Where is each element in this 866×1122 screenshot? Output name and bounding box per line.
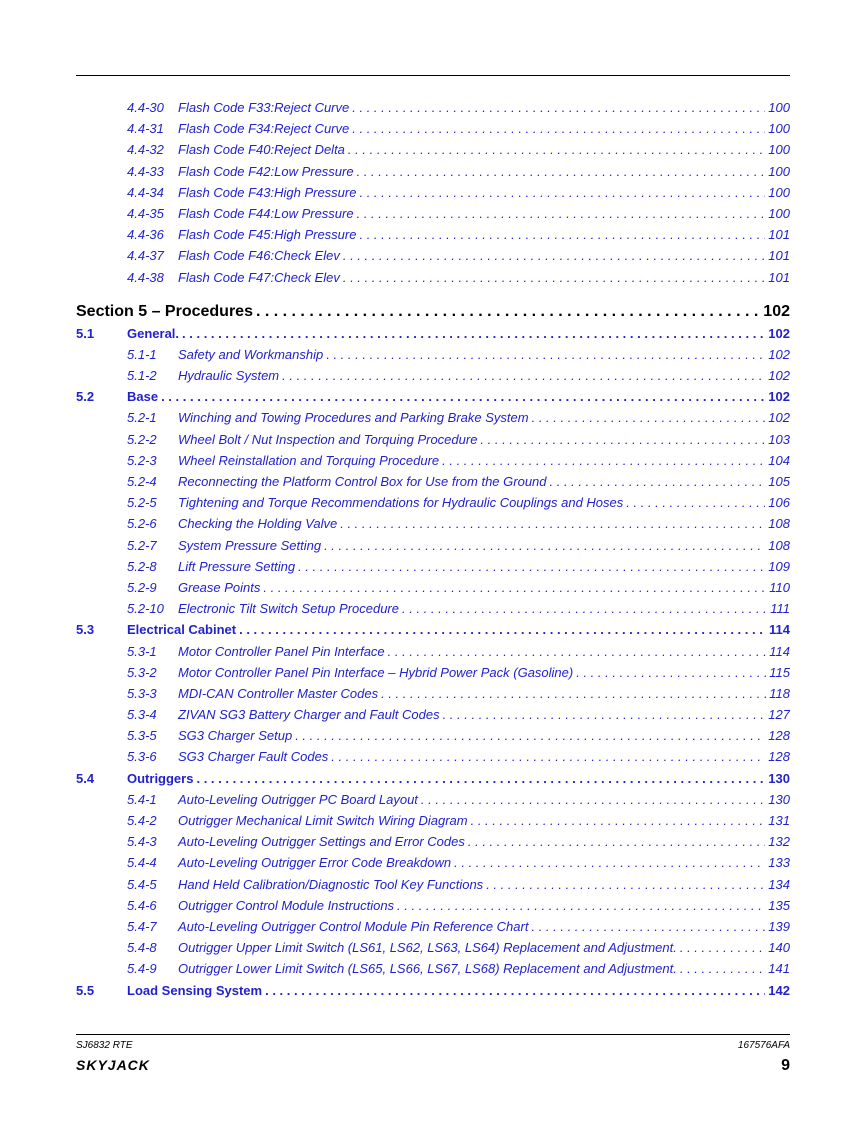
toc-entry-page: 102 — [763, 302, 790, 320]
dot-leader — [324, 535, 765, 556]
toc-entry-page: 102 — [768, 346, 790, 362]
toc-entry-page: 101 — [768, 269, 790, 285]
toc-entry-4.4-33[interactable] — [76, 161, 790, 182]
dot-leader — [359, 224, 765, 245]
toc-entry-number: 5.4-2 — [127, 813, 157, 828]
toc-entry-5.4-7[interactable] — [76, 916, 790, 937]
toc-entry-number: 5.4-3 — [127, 834, 157, 850]
toc-entry-5.1[interactable] — [76, 323, 790, 344]
toc-entry-page: 131 — [768, 813, 790, 828]
toc-entry-5.3-5[interactable] — [76, 725, 790, 746]
dot-leader — [486, 874, 765, 895]
toc-entry-number: 4.4-30 — [127, 100, 164, 115]
toc-entry-page: 102 — [768, 325, 790, 341]
toc-entry-title: Tightening and Torque Recommendations for Hydraulic Couplings and Hoses — [178, 495, 624, 511]
dot-leader — [471, 810, 766, 831]
toc-entry-5.2-7[interactable] — [76, 535, 790, 556]
dot-leader — [626, 492, 765, 513]
toc-entry-page: 109 — [768, 558, 790, 574]
toc-entry-page: 115 — [769, 664, 790, 680]
dot-leader — [359, 182, 765, 203]
toc-entry-title: MDI-CAN Controller Master Codes — [178, 685, 379, 701]
toc-entry-page: 130 — [768, 791, 790, 807]
toc-entry-title: Electrical Cabinet — [127, 622, 237, 638]
dot-leader — [340, 513, 765, 534]
toc-entry-title: Lift Pressure Setting — [178, 558, 296, 574]
toc-entry-page: 132 — [768, 834, 790, 850]
toc-entry-title: Wheel Bolt / Nut Inspection and Torquing Procedure — [178, 431, 478, 447]
toc-entry-5.4[interactable] — [76, 768, 790, 789]
toc-entry-number: 5.2-7 — [127, 537, 157, 553]
toc-entry-title: Auto-Leveling Outrigger Error Code Breakdown — [178, 855, 452, 871]
toc-entry-page: 101 — [768, 227, 790, 243]
toc-entry-title: Hand Held Calibration/Diagnostic Tool Key Functions — [178, 876, 484, 892]
toc-entry-page: 130 — [768, 770, 790, 786]
toc-entry-number: 5.4-1 — [127, 791, 157, 807]
toc-entry-title: Section 5 – Procedures — [76, 302, 253, 320]
toc-entry-number: 5.2-4 — [127, 474, 157, 489]
toc-entry-number: 4.4-32 — [127, 142, 164, 158]
toc-entry-4.4-35[interactable] — [76, 203, 790, 224]
dot-leader — [326, 344, 765, 365]
toc-entry-title: Checking the Holding Valve — [178, 516, 338, 532]
toc-entry-5.2-3[interactable] — [76, 450, 790, 471]
toc-entry-5.2-4[interactable] — [76, 471, 790, 492]
toc-entry-page: 102 — [768, 389, 790, 405]
toc-entry-page: 103 — [768, 431, 790, 447]
toc-entry-title: Base — [127, 389, 159, 405]
footer-doc-number: 167576AFA — [737, 1040, 790, 1051]
toc-entry-5.3[interactable] — [76, 619, 790, 640]
toc-entry-4.4-36[interactable] — [76, 224, 790, 245]
toc-entry-page: 127 — [768, 707, 790, 723]
toc-entry-title: Motor Controller Panel Pin Interface – Hybrid Power Pack (Gasoline) — [178, 664, 574, 680]
dot-leader — [343, 245, 765, 266]
dot-leader — [531, 916, 765, 937]
toc-entry-number: 4.4-31 — [127, 121, 164, 137]
toc-entry-number: 5.4-6 — [127, 897, 157, 913]
toc-entry-page: 100 — [768, 184, 790, 200]
toc-entry-title: Load Sensing System — [127, 982, 263, 998]
toc-entry-page: 134 — [768, 876, 790, 892]
toc-entry-number: 5.3-4 — [127, 707, 157, 723]
toc-entry-5.4-2[interactable] — [76, 810, 790, 831]
toc-entry-number: 5.3-5 — [127, 728, 157, 744]
toc-entry-5.4-1[interactable] — [76, 789, 790, 810]
toc-entry-number: 4.4-35 — [127, 205, 164, 221]
toc-entry-5.2-2[interactable] — [76, 429, 790, 450]
dot-leader — [680, 958, 765, 979]
toc-entry-number: 4.4-37 — [127, 248, 164, 264]
toc-entry-title: Outrigger Mechanical Limit Switch Wiring Diagram — [178, 813, 468, 828]
toc-entry-5.3-6[interactable] — [76, 746, 790, 767]
toc-entry-title: Outriggers — [127, 770, 194, 786]
dot-leader — [381, 683, 766, 704]
toc-entry-title: Outrigger Lower Limit Switch (LS65, LS66, LS67, LS68) Replacement and Adjustment. — [178, 961, 677, 977]
toc-entry-5.2[interactable] — [76, 386, 790, 407]
toc-entry-4.4-31[interactable] — [76, 118, 790, 139]
toc-entry-page: 100 — [768, 205, 790, 221]
toc-entry-5.1-2[interactable] — [76, 365, 790, 386]
dot-leader — [402, 598, 767, 619]
toc-entry-5.1-1[interactable] — [76, 344, 790, 365]
toc-entry-page: 102 — [768, 410, 790, 426]
toc-entry-title: Flash Code F43:High Pressure — [178, 184, 357, 200]
toc-entry-section-5[interactable] — [76, 301, 790, 323]
dot-leader — [454, 852, 765, 873]
toc-entry-number: 5.2-5 — [127, 495, 157, 511]
toc-entry-title: System Pressure Setting — [178, 537, 322, 553]
dot-leader — [480, 429, 765, 450]
toc-entry-5.4-6[interactable] — [76, 895, 790, 916]
toc-entry-page: 141 — [768, 961, 790, 977]
toc-entry-page: 102 — [768, 368, 790, 384]
toc-entry-title: Motor Controller Panel Pin Interface — [178, 643, 385, 659]
toc-entry-number: 5.4-4 — [127, 855, 157, 871]
toc-entry-5.4-3[interactable] — [76, 831, 790, 852]
toc-entry-title: Hydraulic System — [178, 368, 280, 384]
toc-entry-number: 4.4-38 — [127, 269, 164, 285]
dot-leader — [196, 768, 765, 789]
toc-entry-number: 5.4-5 — [127, 876, 157, 892]
toc-entry-4.4-37[interactable] — [76, 245, 790, 266]
toc-entry-title: Flash Code F34:Reject Curve — [178, 121, 350, 137]
toc-entry-page: 114 — [769, 643, 790, 659]
toc-entry-title: Outrigger Upper Limit Switch (LS61, LS62, LS63, LS64) Replacement and Adjustment. — [178, 940, 677, 956]
dot-leader — [352, 118, 765, 139]
toc-entry-page: 110 — [769, 579, 790, 595]
toc-entry-number: 5.1-2 — [127, 368, 157, 384]
toc-entry-page: 100 — [768, 142, 790, 158]
toc-entry-number: 5.4 — [76, 770, 95, 786]
toc-entry-title: Auto-Leveling Outrigger Settings and Error Codes — [178, 834, 465, 850]
dot-leader — [348, 139, 765, 160]
toc-entry-5.2-6[interactable] — [76, 513, 790, 534]
toc-entry-number: 5.2-6 — [127, 516, 157, 532]
toc-entry-title: Flash Code F33:Reject Curve — [178, 100, 350, 115]
toc-entry-title: Auto-Leveling Outrigger PC Board Layout — [178, 791, 418, 807]
toc-entry-5.2-8[interactable] — [76, 556, 790, 577]
dot-leader — [256, 301, 760, 323]
dot-leader — [357, 161, 766, 182]
toc-entry-5.3-3[interactable] — [76, 683, 790, 704]
toc-entry-page: 142 — [768, 982, 790, 998]
toc-entry-number: 5.2-1 — [127, 410, 157, 426]
toc-entry-page: 100 — [768, 121, 790, 137]
toc-entry-5.2-10[interactable] — [76, 598, 790, 619]
dot-leader — [343, 267, 765, 288]
dot-leader — [282, 365, 765, 386]
dot-leader — [295, 725, 765, 746]
toc-entry-page: 139 — [768, 918, 790, 934]
toc-entry-number: 5.2 — [76, 389, 95, 405]
dot-leader — [550, 471, 766, 492]
toc-entry-title: Flash Code F44:Low Pressure — [178, 205, 354, 221]
dot-leader — [263, 577, 766, 598]
dot-leader — [182, 323, 765, 344]
toc-entry-page: 101 — [768, 248, 790, 264]
toc-entry-title: Wheel Reinstallation and Torquing Procedure — [178, 452, 440, 468]
toc-entry-page: 108 — [768, 516, 790, 532]
toc-entry-number: 5.3-3 — [127, 685, 157, 701]
toc-entry-number: 5.3-1 — [127, 643, 157, 659]
toc-entry-title: Electronic Tilt Switch Setup Procedure — [178, 601, 399, 617]
dot-leader — [161, 386, 765, 407]
toc-entry-5.4-9[interactable] — [76, 958, 790, 979]
toc-entry-title: SG3 Charger Fault Codes — [178, 749, 329, 765]
toc-entry-title: Grease Points — [178, 579, 261, 595]
toc-entry-5.4-5[interactable] — [76, 874, 790, 895]
toc-entry-page: 133 — [768, 855, 790, 871]
toc-entry-page: 106 — [768, 495, 790, 511]
toc-entry-title: Flash Code F47:Check Elev — [178, 269, 340, 285]
toc-entry-title: Reconnecting the Platform Control Box for Use from the Ground — [178, 474, 547, 489]
dot-leader — [265, 980, 765, 1001]
dot-leader — [357, 203, 766, 224]
toc-entry-page: 114 — [769, 622, 790, 638]
toc-entry-page: 118 — [769, 685, 790, 701]
toc-entry-title: Winching and Towing Procedures and Parking Brake System — [178, 410, 529, 426]
toc-entry-number: 5.2-10 — [127, 601, 164, 617]
toc-entry-number: 5.3 — [76, 622, 95, 638]
skyjack-logo: SKYJACK — [76, 1057, 150, 1073]
dot-leader — [352, 97, 765, 118]
toc-entry-title: Safety and Workmanship — [178, 346, 324, 362]
dot-leader — [331, 746, 765, 767]
page-number: 9 — [781, 1057, 790, 1074]
toc-entry-title: General. — [127, 325, 180, 341]
toc-entry-number: 5.4-8 — [127, 940, 157, 956]
dot-leader — [298, 556, 765, 577]
dot-leader — [397, 895, 765, 916]
toc-entry-title: Flash Code F40:Reject Delta — [178, 142, 345, 158]
toc-entry-title: ZIVAN SG3 Battery Charger and Fault Codes — [178, 707, 440, 723]
toc-entry-5.3-4[interactable] — [76, 704, 790, 725]
toc-entry-number: 4.4-36 — [127, 227, 164, 243]
dot-leader — [421, 789, 765, 810]
toc-entry-page: 100 — [768, 100, 790, 115]
toc-entry-page: 128 — [768, 749, 790, 765]
toc-entry-4.4-30[interactable] — [76, 97, 790, 118]
footer-rule — [76, 1034, 790, 1035]
toc-entry-number: 5.2-2 — [127, 431, 157, 447]
toc-entry-title: Auto-Leveling Outrigger Control Module Pin Reference Chart — [178, 918, 529, 934]
toc-entry-page: 105 — [768, 474, 790, 489]
toc-entry-5.3-2[interactable] — [76, 662, 790, 683]
dot-leader — [239, 619, 766, 640]
toc-entry-page: 100 — [768, 163, 790, 179]
toc-entry-4.4-38[interactable] — [76, 267, 790, 288]
toc-entry-page: 111 — [770, 601, 790, 617]
toc-entry-5.2-1[interactable] — [76, 407, 790, 428]
toc-entry-number: 5.1 — [76, 325, 95, 341]
toc-entry-number: 5.2-9 — [127, 579, 157, 595]
toc-entry-page: 108 — [768, 537, 790, 553]
dot-leader — [388, 641, 767, 662]
toc-entry-title: Outrigger Control Module Instructions — [178, 897, 395, 913]
header-rule — [76, 75, 790, 76]
toc-entry-5.2-5[interactable] — [76, 492, 790, 513]
toc-entry-number: 5.3-2 — [127, 664, 157, 680]
toc-entry-5.4-8[interactable] — [76, 937, 790, 958]
toc-entry-title: SG3 Charger Setup — [178, 728, 293, 744]
toc-entry-5.2-9[interactable] — [76, 577, 790, 598]
toc-entry-5.4-4[interactable] — [76, 852, 790, 873]
toc-entry-title: Flash Code F42:Low Pressure — [178, 163, 354, 179]
toc-entry-4.4-34[interactable] — [76, 182, 790, 203]
toc-entry-page: 140 — [768, 940, 790, 956]
toc-entry-number: 5.3-6 — [127, 749, 157, 765]
toc-entry-number: 4.4-34 — [127, 184, 164, 200]
toc-entry-number: 5.2-8 — [127, 558, 157, 574]
toc-entry-number: 5.4-7 — [127, 918, 157, 934]
toc-entry-title: Flash Code F45:High Pressure — [178, 227, 357, 243]
toc-entry-page: 128 — [768, 728, 790, 744]
toc-entry-4.4-32[interactable] — [76, 139, 790, 160]
dot-leader — [680, 937, 765, 958]
toc-entry-page: 135 — [768, 897, 790, 913]
toc-entry-5.5[interactable] — [76, 980, 790, 1001]
toc-entry-number: 5.1-1 — [127, 346, 157, 362]
toc-entry-5.3-1[interactable] — [76, 641, 790, 662]
toc-entry-number: 4.4-33 — [127, 163, 164, 179]
toc-entry-page: 104 — [768, 452, 790, 468]
dot-leader — [468, 831, 765, 852]
toc-entry-number: 5.5 — [76, 982, 95, 998]
dot-leader — [576, 662, 766, 683]
footer-model: SJ6832 RTE — [76, 1040, 133, 1051]
table-of-contents — [76, 97, 790, 1001]
toc-entry-title: Flash Code F46:Check Elev — [178, 248, 340, 264]
dot-leader — [443, 704, 766, 725]
toc-entry-number: 5.4-9 — [127, 961, 157, 977]
dot-leader — [442, 450, 765, 471]
toc-entry-number: 5.2-3 — [127, 452, 157, 468]
dot-leader — [532, 407, 766, 428]
